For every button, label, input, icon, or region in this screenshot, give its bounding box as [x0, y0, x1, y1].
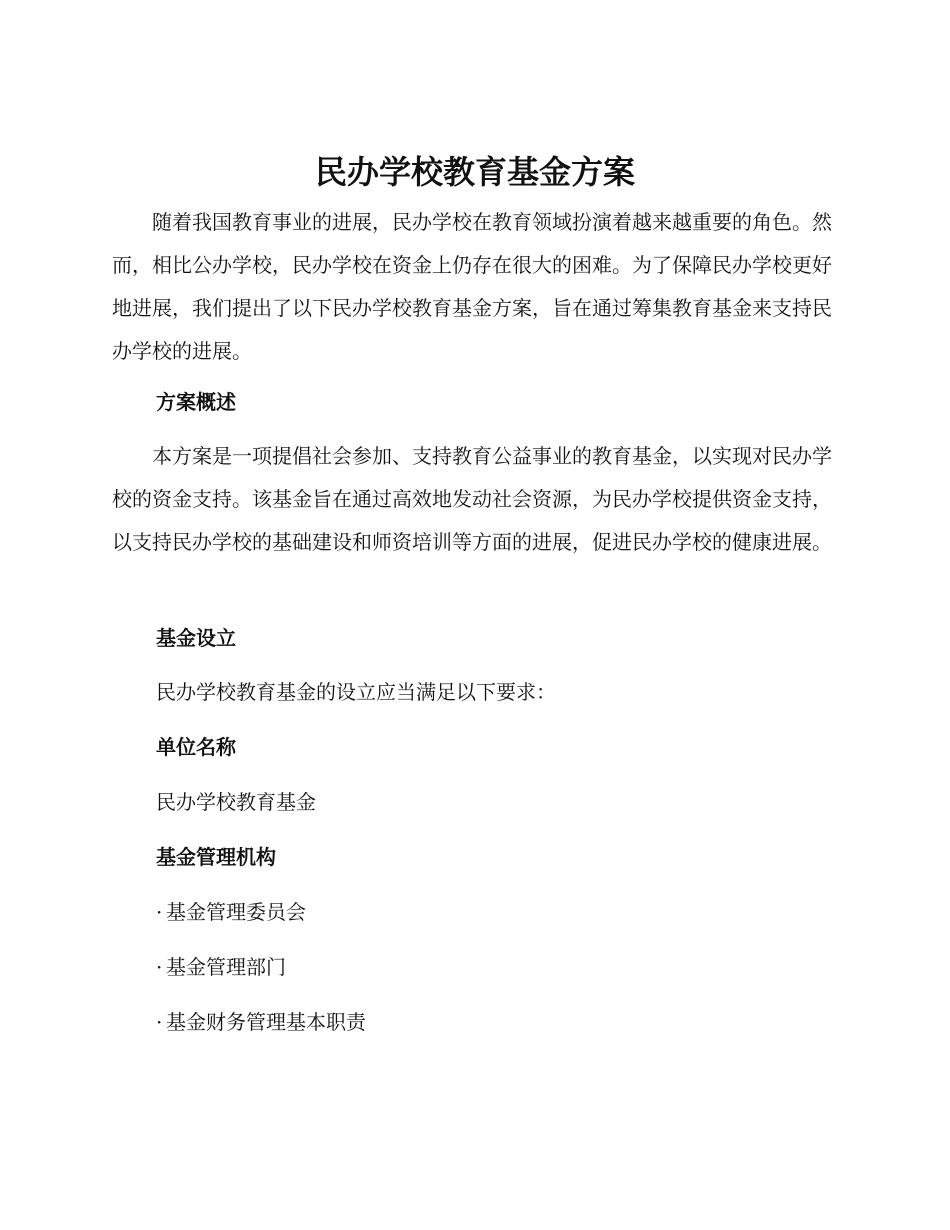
- overview-paragraph: 本方案是一项提倡社会参加、支持教育公益事业的教育基金，以实现对民办学校的资金支持。该基金旨在通过高效地发动社会资源，为民办学校提供资金支持，以支持民办学校的基础建设和师资培训等方面的进展，促进民办学校的健康进展。: [112, 444, 832, 554]
- document-title: 民办学校教育基金方案: [314, 153, 635, 191]
- management-list-item: [156, 952, 286, 982]
- management-list-item: [156, 897, 306, 927]
- management-item-label: 基金管理委员会: [166, 900, 306, 924]
- management-item-label: 基金管理部门: [166, 955, 286, 979]
- intro-paragraph: 随着我国教育事业的进展，民办学校在教育领域扮演着越来越重要的角色。然而，相比公办学校，民办学校在资金上仍存在很大的困难。为了保障民办学校更好地进展，我们提出了以下民办学校教育基金方案，旨在通过筹集教育基金来支持民办学校的进展。: [112, 210, 832, 363]
- establish-heading: 基金设立: [156, 626, 236, 650]
- unit-name-heading: 单位名称: [156, 735, 236, 759]
- overview-heading: 方案概述: [156, 390, 236, 414]
- bullet-dot: ·: [156, 900, 163, 924]
- management-heading: 基金管理机构: [156, 845, 276, 869]
- bullet-dot: ·: [156, 955, 163, 979]
- management-item-label: 基金财务管理基本职责: [166, 1010, 366, 1034]
- establish-paragraph: 民办学校教育基金的设立应当满足以下要求：: [156, 680, 556, 704]
- unit-name-text: 民办学校教育基金: [156, 790, 316, 814]
- management-list-item: [156, 1007, 366, 1037]
- bullet-dot: ·: [156, 1010, 163, 1034]
